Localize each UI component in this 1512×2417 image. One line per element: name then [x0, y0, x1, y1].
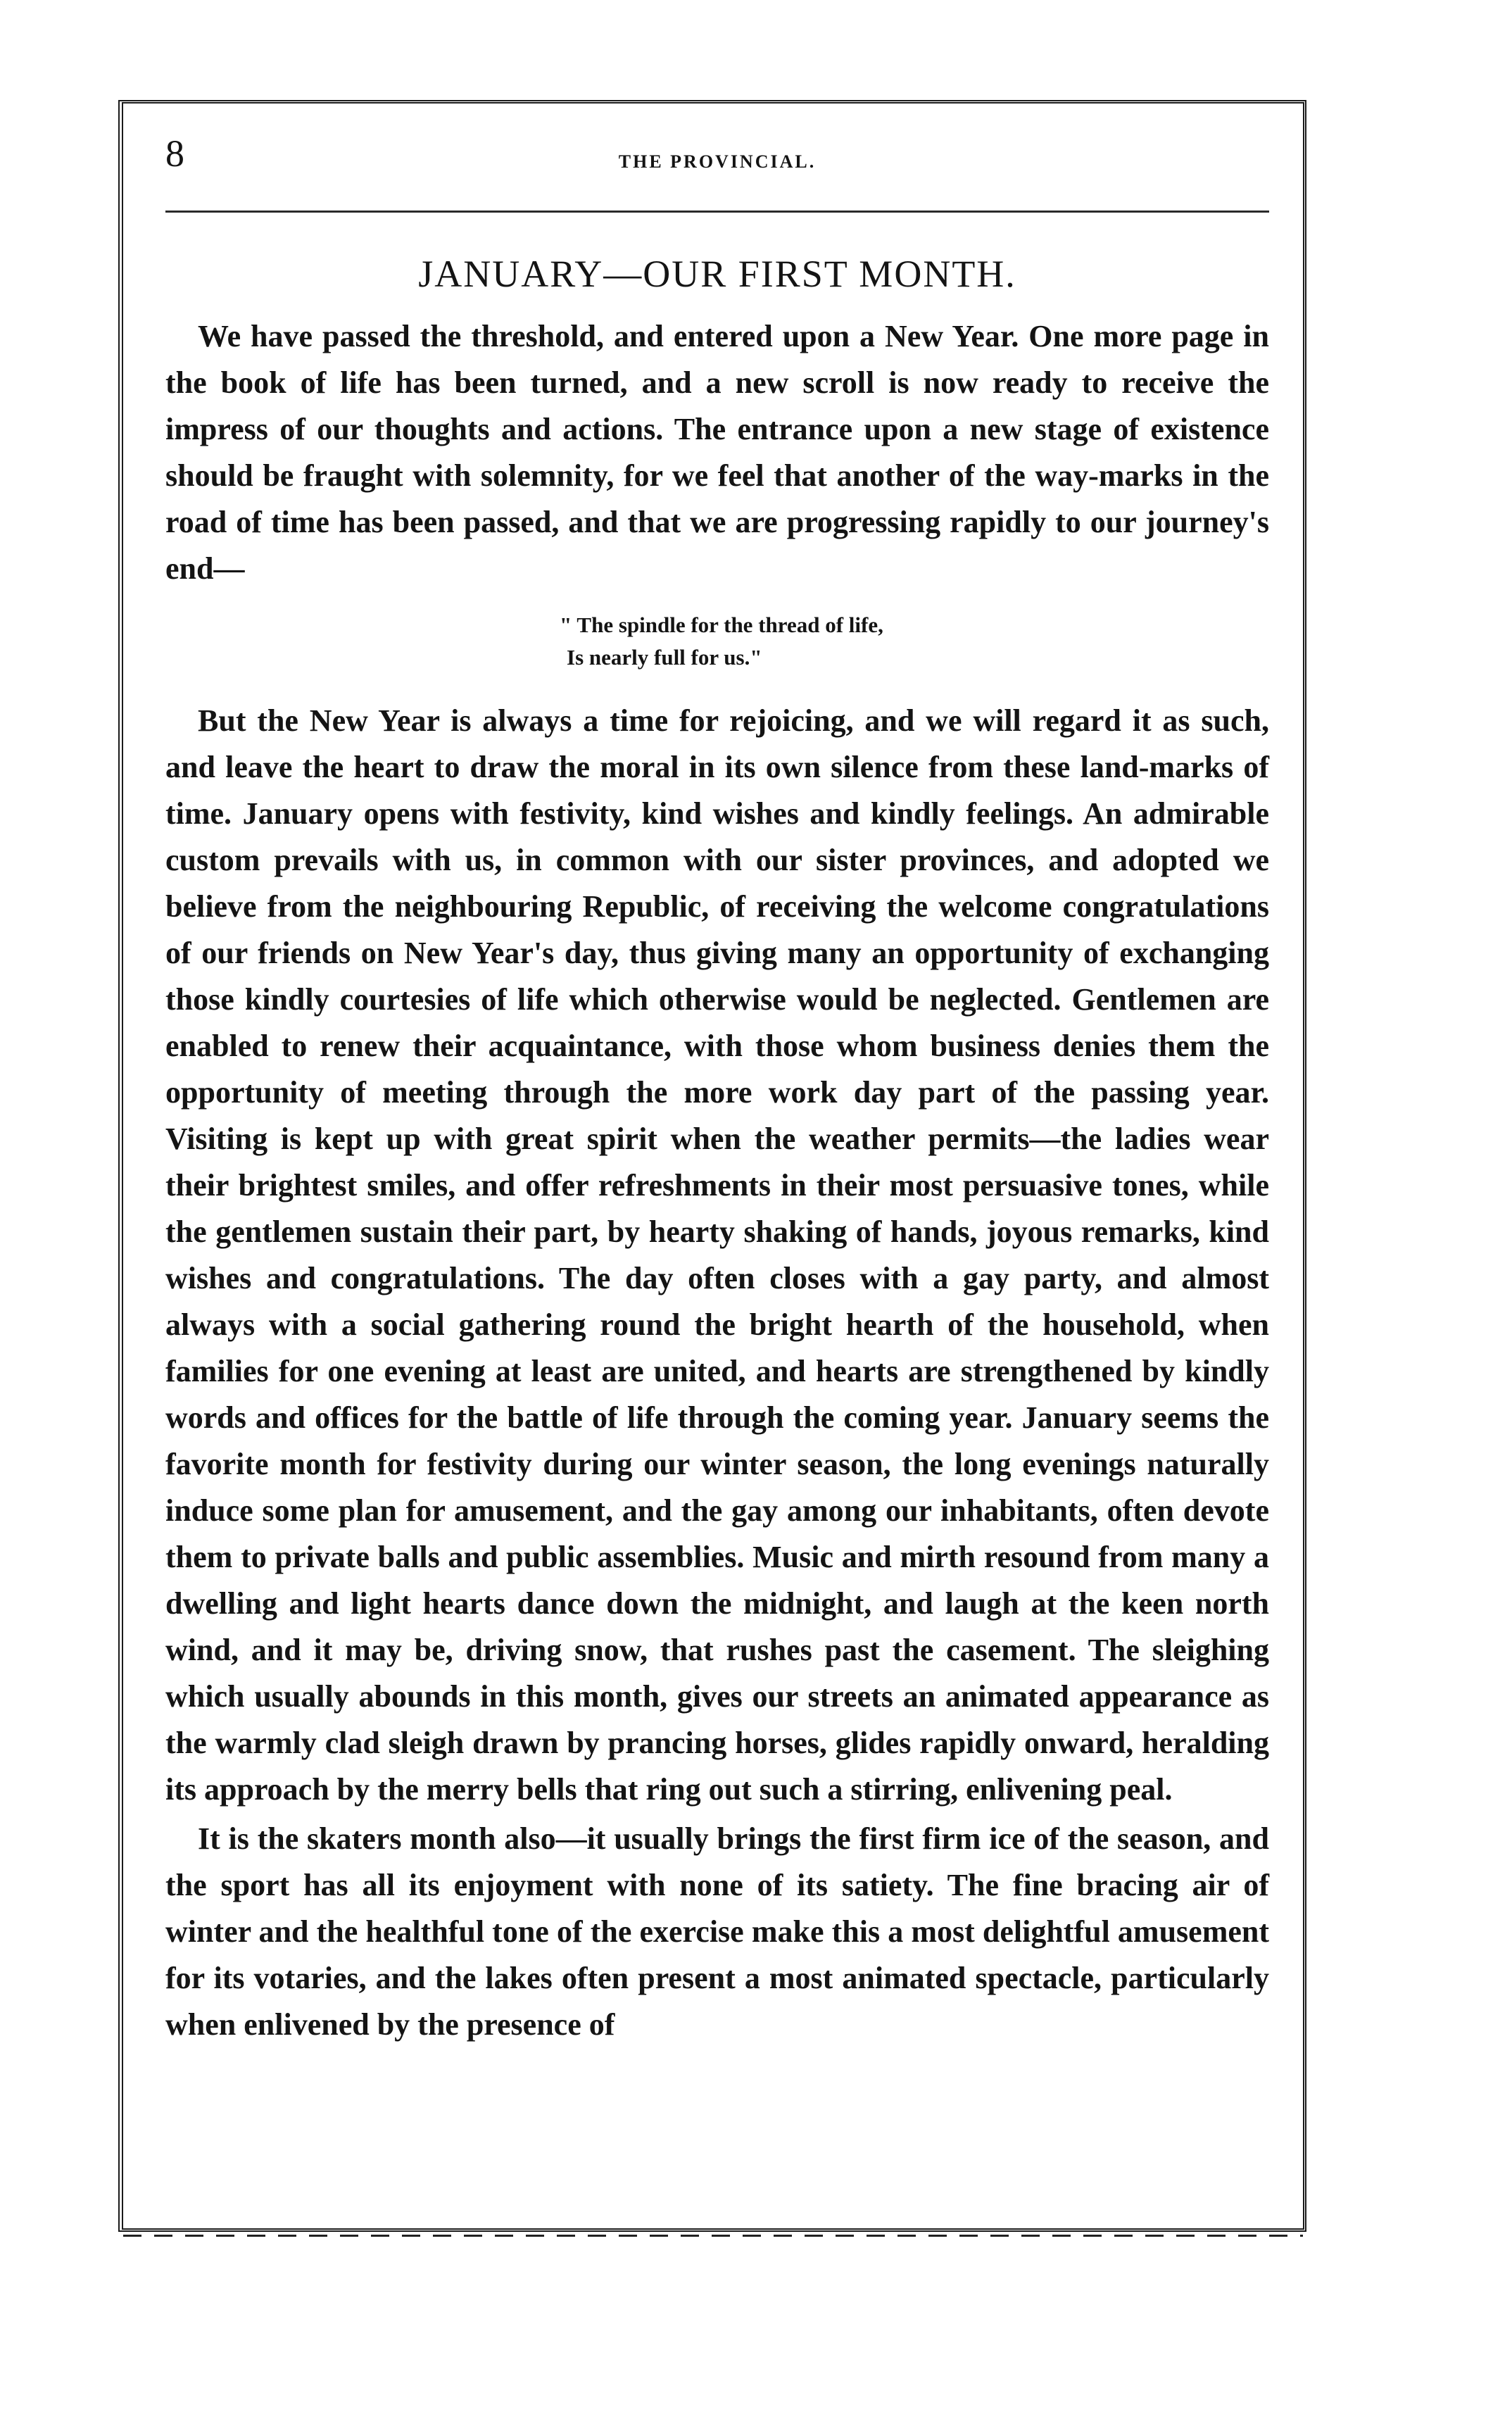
verse-line-2: Is nearly full for us." — [567, 645, 762, 670]
running-head — [165, 103, 1269, 213]
paragraph-3: It is the skaters month also—it usually brings the first firm ice of the season, and the sport has all its enjoyment with none of its satiety. The fine bracing air of winter and the healthful tone of the exercise make this a most delightful amusement for its votaries, and the lakes often present a most animated spectacle, particularly when enlivened by the presence of — [165, 1821, 1269, 2042]
verse-line-1: " The spindle for the thread of life, — [560, 613, 883, 638]
article-title: JANUARY—OUR FIRST MONTH. — [418, 253, 1016, 295]
paragraph-1: We have passed the threshold, and entered upon a New Year. One more page in the book of life has been turned, and a new scroll is now ready to receive the impress of our thoughts and actions. The entrance upon a new stage of existence should be fraught with solemnity, for we feel that another of the way-marks in the road of time has been passed, and that we are progressing rapidly to our journey's end— — [165, 319, 1269, 586]
verse-quote — [165, 609, 1269, 674]
page-frame — [118, 100, 1306, 2232]
page-content — [165, 103, 1269, 2228]
journal-title: THE PROVINCIAL. — [618, 151, 817, 172]
paragraph-2: But the New Year is always a time for rejoicing, and we will regard it as such, and leave the heart to draw the moral in its own silence from these land-marks of time. January opens with festivity, kind wishes and kindly feelings. An admirable custom prevails with us, in common with our sister provinces, and adopted we believe from the neighbouring Republic, of receiving the welcome congratulations of our friends on New Year's day, thus giving many an opportunity of exchanging those kindly courtesies of life which otherwise would be neglected. Gentlemen are enabled to renew their acquaintance, with those whom business denies them the opportunity of meeting through the more work day part of the passing year. Visiting is kept up with great spirit when the weather permits—the ladies wear their brightest smiles, and offer refreshments in their most persuasive tones, while the gentlemen sustain their part, by hearty shaking of hands, joyous remarks, kind wishes and congratulations. The day often closes with a gay party, and almost always with a social gathering round the bright hearth of the household, when families for one evening at least are united, and hearts are strengthened by kindly words and offices for the battle of life through the coming year. January seems the favorite month for festivity during our winter season, the long evenings naturally induce some plan for amusement, and the gay among our inhabitants, often devote them to private balls and public assemblies. Music and mirth resound from many a dwelling and light hearts dance down the midnight, and laugh at the keen north wind, and it may be, driving snow, that rushes past the casement. The sleighing which usually abounds in this month, gives our streets an animated appearance as the warmly clad sleigh drawn by prancing horses, glides rapidly onward, heralding its approach by the merry bells that ring out such a stirring, enlivening peal. — [165, 703, 1269, 1807]
page-number: 8 — [165, 132, 184, 175]
